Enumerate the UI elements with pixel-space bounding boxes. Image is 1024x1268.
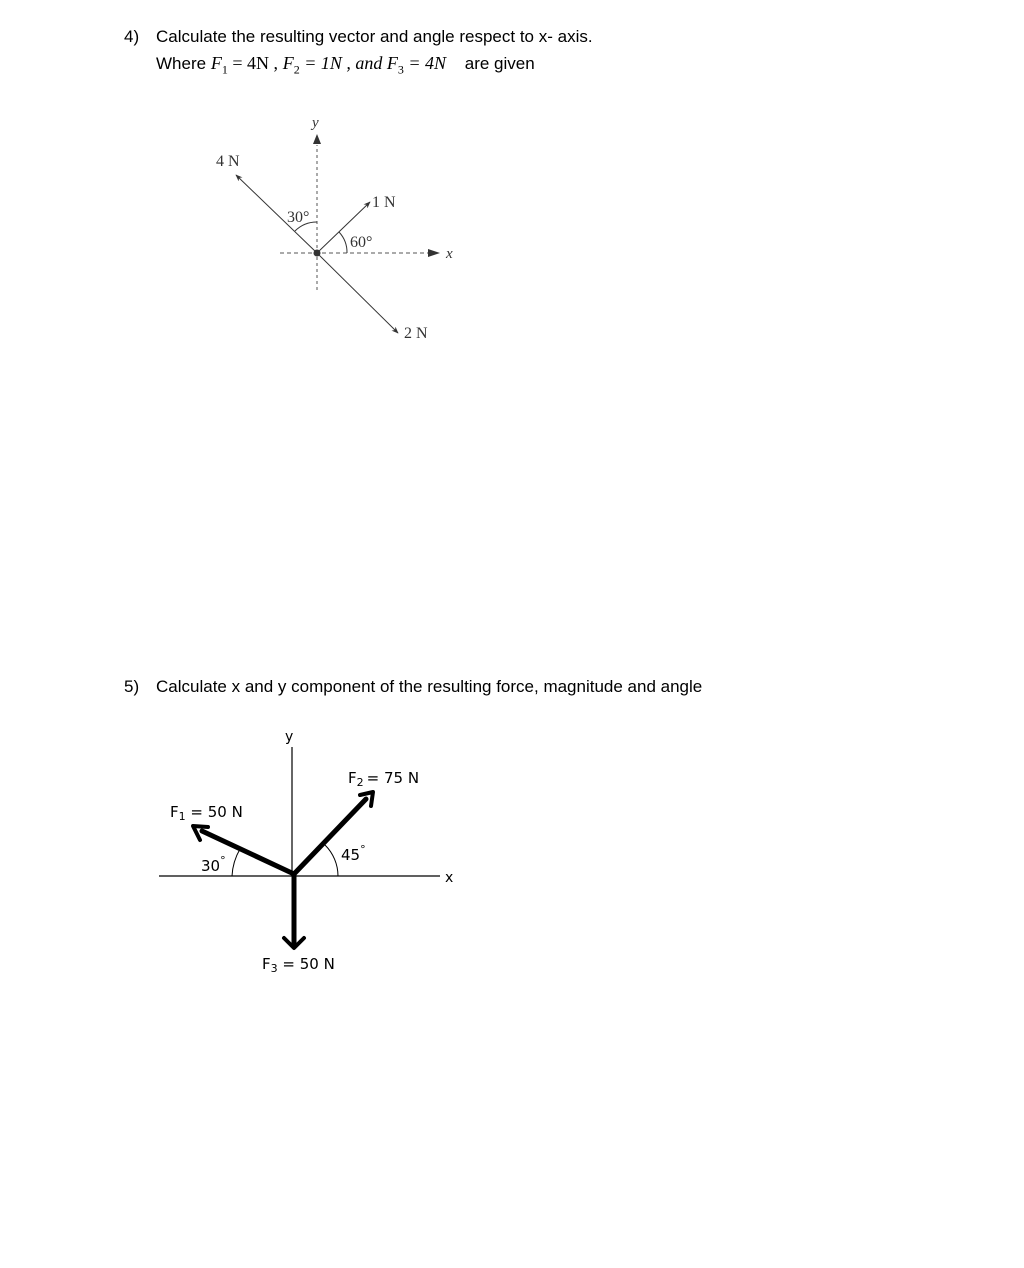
angle-30-label: 30°	[287, 209, 310, 226]
y-axis-label: y	[285, 729, 294, 745]
y-axis-label: y	[312, 115, 319, 131]
force-2n-label: 2 N	[404, 325, 428, 342]
question-4-number: 4)	[124, 27, 140, 46]
where-label: Where	[156, 54, 207, 73]
f2-label: $F_2 = 75$ N	[348, 769, 420, 789]
question-5-prompt: Calculate x and y component of the resulting force, magnitude and angle	[156, 677, 703, 696]
angle-30-arc	[232, 849, 240, 876]
angle-30-label: 30°	[201, 854, 226, 875]
f1-value: $F_1 = 4N$ ,	[210, 53, 278, 77]
angle-45-label: 45°	[341, 843, 366, 864]
are-given-label: are given	[464, 54, 535, 73]
question-4-prompt: Calculate the resulting vector and angle respect to x- axis.	[156, 27, 593, 46]
x-axis-label: x	[446, 246, 453, 262]
f3-label: $F_3 = 50$ N	[262, 955, 335, 975]
x-axis-label: x	[445, 870, 454, 886]
f2-value: $F_2 = 1N$ , and	[282, 53, 387, 77]
question-5-number: 5)	[124, 677, 140, 696]
f3-value: $F_3 = 4N$	[386, 53, 447, 77]
angle-60-label: 60°	[350, 234, 373, 251]
force-1n-label: 1 N	[372, 194, 396, 211]
f1-label: $F_1 = 50$ N	[170, 803, 243, 823]
force-4n-label: 4 N	[216, 153, 240, 170]
angle-45-arc	[325, 845, 338, 876]
